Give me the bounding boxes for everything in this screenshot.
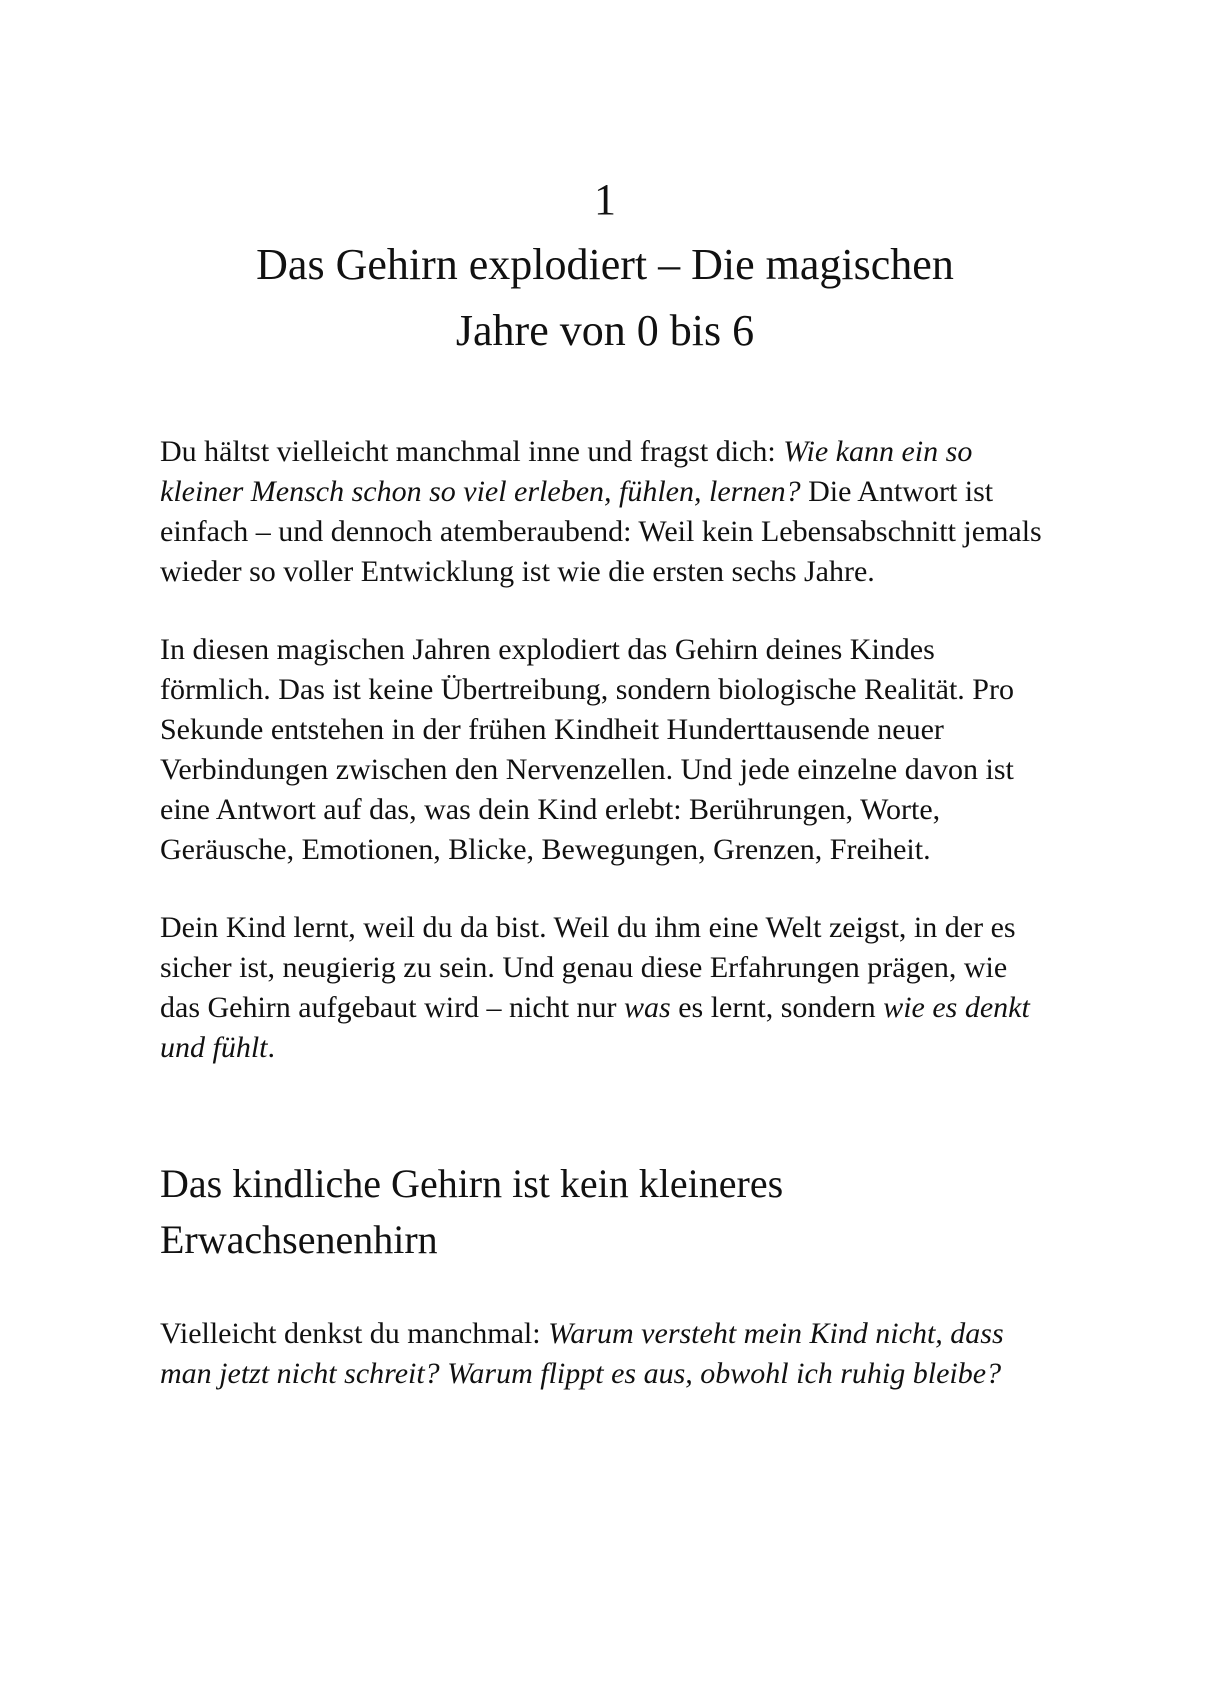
paragraph-1-intro: Du hältst vielleicht manchmal inne und fragst dich:: [160, 435, 784, 468]
paragraph-3: [160, 908, 1050, 1068]
chapter-title-line-2: Jahre von 0 bis 6: [455, 306, 755, 355]
paragraph-1: [160, 432, 1050, 592]
page-content: [160, 168, 1050, 1394]
paragraph-3-emphasis-1: was: [624, 991, 671, 1024]
paragraph-3-emphasis-2: wie es denkt und fühlt: [160, 991, 1030, 1064]
paragraph-3-part-2: es lernt, sondern: [670, 991, 884, 1024]
chapter-title-line-1: Das Gehirn explodiert – Die magischen: [256, 240, 954, 289]
paragraph-3-part-1: Dein Kind lernt, weil du da bist. Weil du ihm eine Welt zeigst, in der es sicher ist, neugierig zu sein. Und genau diese Erfahrungen prägen, wie das Gehirn aufgebaut wird – nicht nur: [160, 911, 1016, 1024]
paragraph-1-rest: Die Antwort ist einfach – und dennoch atemberaubend: Weil kein Lebensabschnitt jemals wieder so voller Entwicklung ist wie die ersten sechs Jahre.: [160, 475, 1042, 588]
paragraph-1-question: Wie kann ein so kleiner Mensch schon so viel erleben, fühlen, lernen?: [160, 435, 973, 508]
paragraph-2: In diesen magischen Jahren explodiert das Gehirn deines Kindes förmlich. Das ist keine Übertreibung, sondern biologische Realität. Pro Sekunde entstehen in der frühen Kindheit Hunderttausende neuer Verbindungen zwischen den Nervenzellen. Und jede einzelne davon ist eine Antwort auf das, was dein Kind erlebt: Berührungen, Worte, Geräusche, Emotionen, Blicke, Bewegungen, Grenzen, Freiheit.: [160, 633, 1014, 866]
section-paragraph-1-question: Warum versteht mein Kind nicht, dass man jetzt nicht schreit? Warum flippt es aus, obwohl ich ruhig bleibe?: [160, 1317, 1004, 1390]
section-paragraph-1: [160, 1314, 1050, 1394]
paragraph-3-part-3: .: [267, 1031, 276, 1064]
section-paragraph-1-intro: Vielleicht denkst du manchmal:: [160, 1317, 549, 1350]
section-heading: Das kindliche Gehirn ist kein kleineres Erwachsenenhirn: [160, 1161, 784, 1262]
chapter-title: [160, 232, 1050, 364]
chapter-number: 1: [594, 175, 616, 224]
